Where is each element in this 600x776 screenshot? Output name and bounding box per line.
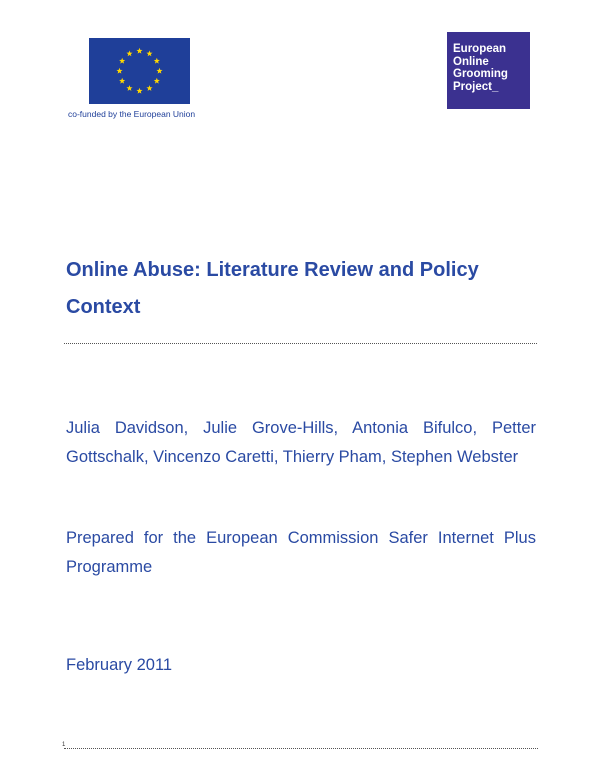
star-icon [156,68,162,74]
eu-caption: co-funded by the European Union [68,109,196,119]
document-title: Online Abuse: Literature Review and Policy Context [66,259,479,318]
star-icon [116,68,122,74]
project-logo-line: Project_ [453,80,499,93]
star-icon [126,50,132,56]
project-logo [447,32,530,109]
star-icon [119,58,125,64]
publication-date: February 2011 [66,656,173,674]
project-logo-line: Grooming [453,68,508,80]
project-logo-line: European [453,43,507,55]
star-icon [119,78,125,84]
star-icon [126,85,132,91]
project-logo-line: Online [453,55,489,68]
star-icon [154,58,160,64]
page-number: 1 [62,742,66,748]
prepared-for: Prepared for the European Commission Safer Internet Plus Programme [66,529,536,576]
title-divider [64,343,537,344]
star-icon [136,48,142,54]
eu-flag-logo [89,38,190,104]
star-icon [146,50,152,56]
authors: Julia Davidson, Julie Grove-Hills, Antonia Bifulco, Petter Gottschalk, Vincenzo Caretti, Thierry Pham, Stephen Webster [66,419,536,466]
star-icon [154,78,160,84]
footer-divider [64,748,538,749]
eu-stars-icon [89,38,190,104]
star-icon [146,85,152,91]
star-icon [136,88,142,94]
